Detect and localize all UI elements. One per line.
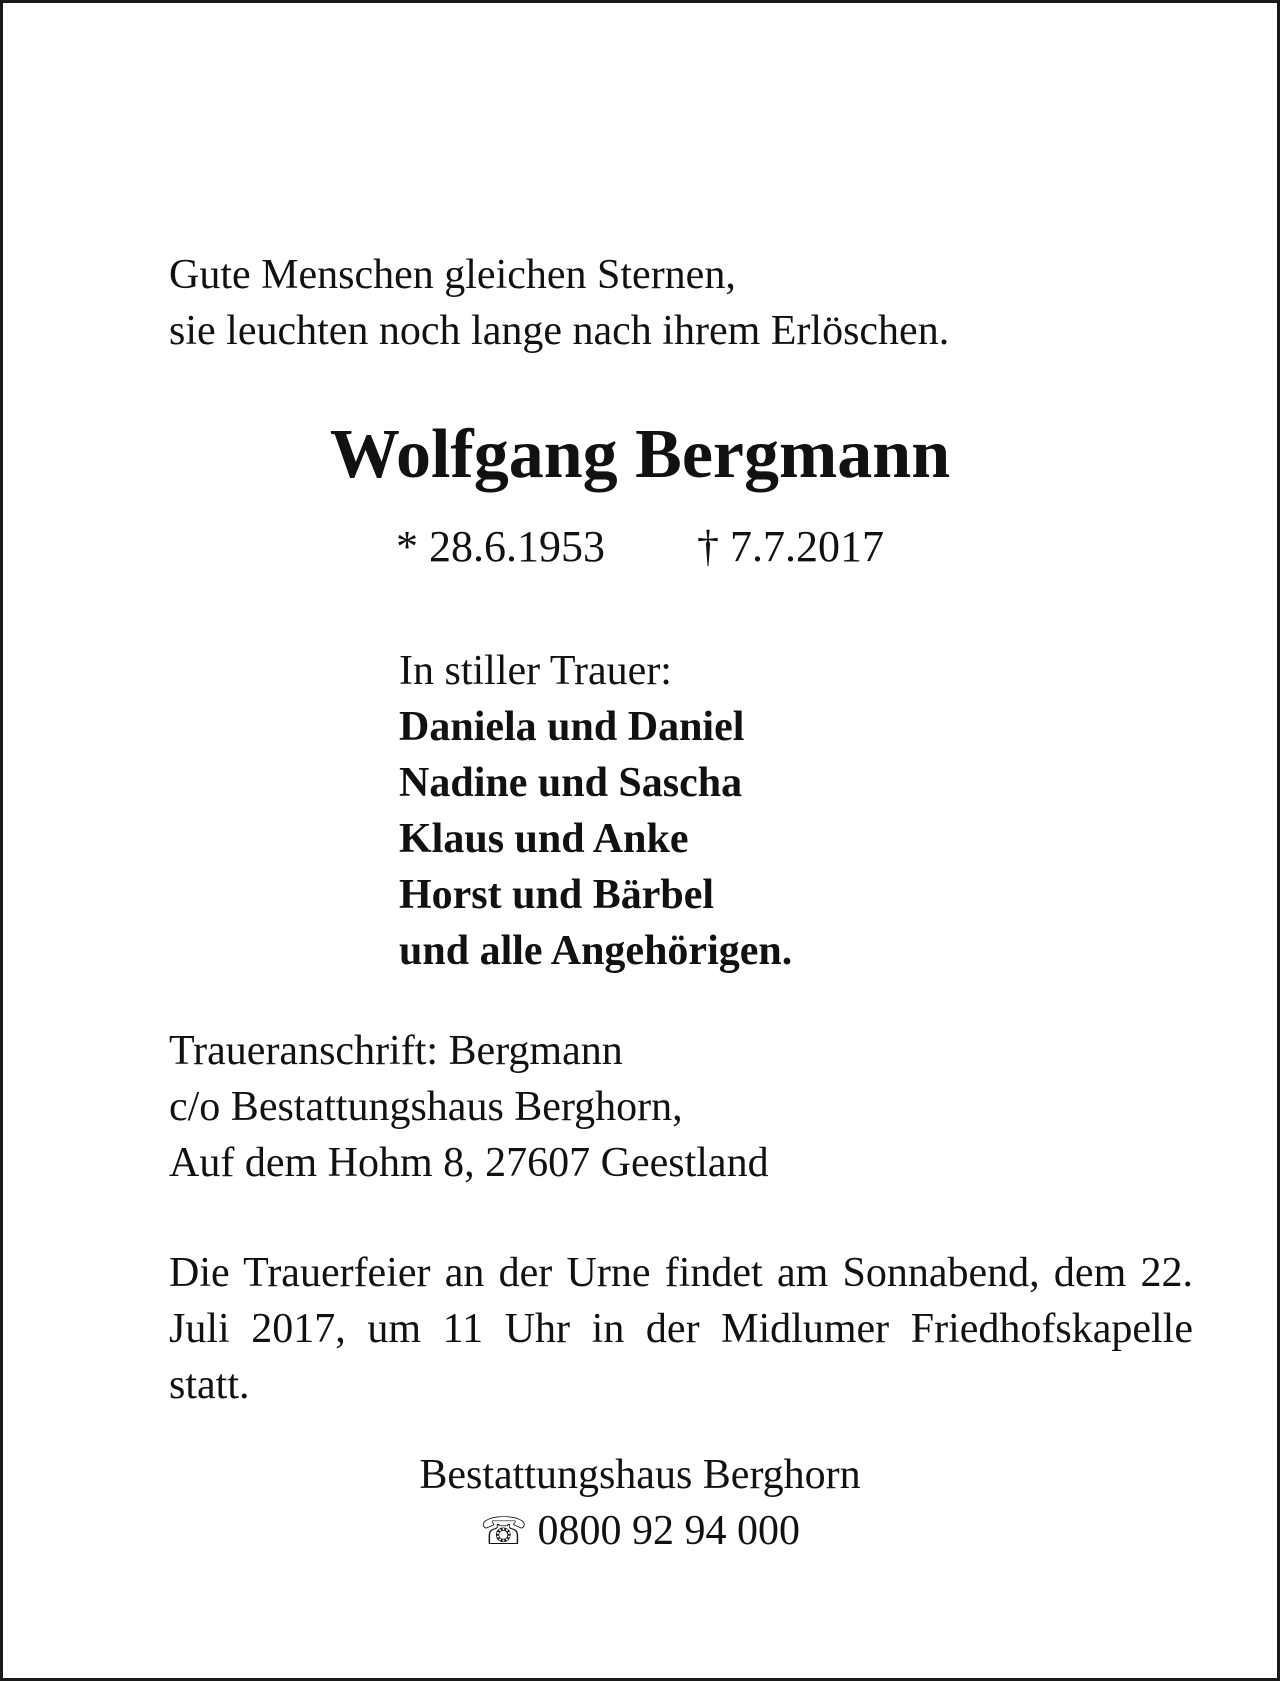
phone-icon: ☏ (479, 1511, 528, 1553)
verse-line-2: sie leuchten noch lange nach ihrem Erlöschen. (169, 308, 950, 354)
life-dates (3, 519, 1277, 575)
mourner-name: und alle Angehörigen. (399, 928, 793, 974)
phone-number: 0800 92 94 000 (537, 1508, 801, 1554)
mourning-address (169, 1023, 1193, 1191)
address-line-3: Auf dem Hohm 8, 27607 Geestland (169, 1140, 769, 1186)
funeral-service-text: Die Trauerfeier an der Urne findet am Sonnabend, dem 22. Juli 2017, um 11 Uhr in der Midlumer Friedhofskapelle statt. (169, 1250, 1193, 1408)
verse-line-1: Gute Menschen gleichen Sternen, (169, 252, 736, 298)
birth-date: * 28.6.1953 (396, 522, 605, 571)
memorial-verse (169, 247, 1193, 359)
address-line-2: c/o Bestattungshaus Berghorn, (169, 1084, 683, 1130)
death-date: † 7.7.2017 (697, 522, 884, 571)
address-line-1: Traueranschrift: Bergmann (169, 1028, 623, 1074)
mourners-intro: In stiller Trauer: (399, 648, 672, 694)
mourner-name: Nadine und Sascha (399, 760, 743, 806)
mourners-list (399, 643, 1099, 979)
mourner-name: Horst und Bärbel (399, 872, 715, 918)
deceased-name: Wolfgang Bergmann (329, 416, 951, 493)
mourner-name: Klaus und Anke (399, 816, 689, 862)
funeral-home (3, 1447, 1277, 1560)
funeral-home-name: Bestattungshaus Berghorn (419, 1452, 861, 1498)
funeral-home-phone (3, 1503, 1277, 1560)
mourner-name: Daniela und Daniel (399, 704, 745, 750)
